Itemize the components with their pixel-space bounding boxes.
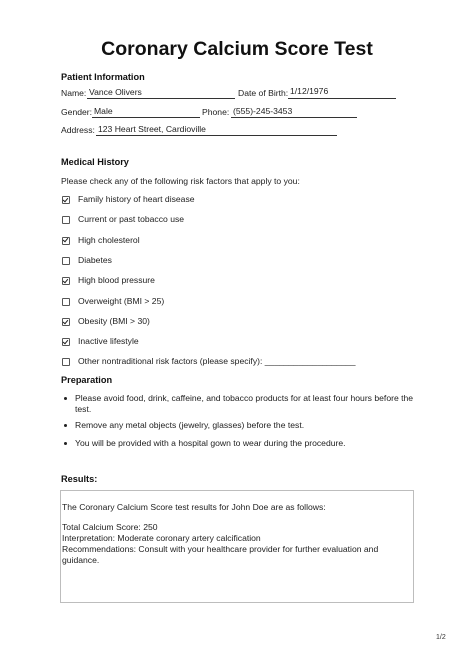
results-heading: Results: [61,474,98,484]
dob-label: Date of Birth: [238,88,289,98]
name-value[interactable]: Vance Olivers [89,87,142,97]
medical-history-heading: Medical History [61,157,129,167]
medical-history-instruction: Please check any of the following risk factors that apply to you: [61,176,300,186]
risk-factor-checkbox[interactable] [62,277,70,285]
risk-factor-checkbox[interactable] [62,196,70,204]
page-number: 1/2 [436,634,446,641]
risk-factor-label: High cholesterol [78,234,140,245]
phone-field-line [231,117,357,118]
name-label: Name: [61,88,87,98]
phone-value[interactable]: (555)-245-3453 [233,106,293,116]
preparation-bullet-2: Remove any metal objects (jewelry, glasses) before the test. [75,420,305,430]
preparation-bullet-1: Please avoid food, drink, caffeine, and tobacco products for at least four hours before the [75,393,414,403]
risk-factor-label: Other nontraditional risk factors (please specify): ___________________ [78,356,356,367]
risk-factor-label: Family history of heart disease [78,194,195,204]
bullet-icon [64,424,67,427]
risk-factor-checkbox[interactable] [62,298,70,306]
dob-value[interactable]: 1/12/1976 [290,86,329,96]
results-recommendations-line2: guidance. [62,555,100,565]
preparation-heading: Preparation [61,375,113,385]
risk-factor-checkbox[interactable] [62,318,70,326]
results-recommendations-line1: Recommendations: Consult with your healthcare provider for further evaluation and [62,544,379,554]
preparation-bullet-1-continued: test. [75,404,92,414]
risk-factor-checkbox[interactable] [62,237,70,245]
bullet-icon [64,397,67,400]
patient-info-heading: Patient Information [61,72,145,82]
risk-factor-checkbox[interactable] [62,216,70,224]
document-title: Coronary Calcium Score Test [101,38,373,60]
phone-label: Phone: [202,107,230,117]
address-field-line [96,135,337,136]
name-field-line [87,98,235,99]
risk-factor-label: Overweight (BMI > 25) [78,295,165,306]
address-value[interactable]: 123 Heart Street, Cardioville [98,124,206,134]
risk-factor-checkbox[interactable] [62,338,70,346]
dob-field-line [288,98,396,99]
address-label: Address: [61,125,95,135]
risk-factor-checkbox[interactable] [62,358,70,366]
risk-factor-label: Diabetes [78,254,112,265]
gender-label: Gender: [61,107,93,117]
gender-value[interactable]: Male [94,106,113,116]
risk-factor-checkbox[interactable] [62,257,70,265]
risk-factor-label: Inactive lifestyle [78,336,139,347]
gender-field-line [92,117,200,118]
preparation-bullet-3: You will be provided with a hospital gown to wear during the procedure. [75,438,346,448]
results-intro: The Coronary Calcium Score test results for John Doe are as follows: [62,502,326,512]
results-score: Total Calcium Score: 250 [62,522,158,532]
risk-factor-label: High blood pressure [78,275,155,286]
results-interpretation: Interpretation: Moderate coronary artery calcification [62,533,261,543]
risk-factor-label: Obesity (BMI > 30) [78,315,150,326]
risk-factor-label: Current or past tobacco use [78,214,185,225]
bullet-icon [64,442,67,445]
